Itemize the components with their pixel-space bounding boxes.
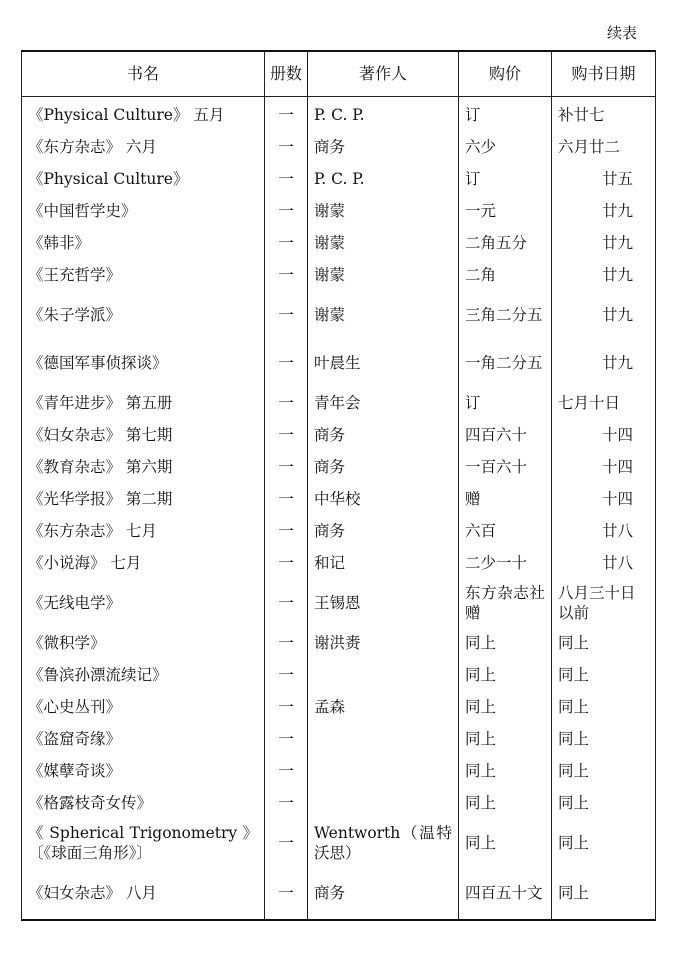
cell-volumes: 一 (265, 227, 308, 259)
cell-date: 廿八 (552, 515, 656, 547)
header-price: 购价 (459, 51, 552, 97)
table-row (22, 339, 656, 387)
cell-price: 六少 (459, 131, 552, 163)
cell-author: 谢洪赉 (308, 627, 459, 659)
table-row (22, 627, 656, 659)
table-row (22, 819, 656, 867)
cell-price: 一角二分五 (459, 339, 552, 387)
cell-date: 同上 (552, 627, 656, 659)
cell-author: 谢蒙 (308, 259, 459, 291)
table-row (22, 547, 656, 579)
cell-date: 同上 (552, 867, 656, 920)
table-row (22, 755, 656, 787)
cell-author: 商务 (308, 515, 459, 547)
header-date: 购书日期 (552, 51, 656, 97)
table-row (22, 195, 656, 227)
cell-title: 《小说海》 七月 (22, 547, 265, 579)
cell-author: 商务 (308, 867, 459, 920)
cell-volumes: 一 (265, 483, 308, 515)
cell-author: 谢蒙 (308, 195, 459, 227)
cell-date: 同上 (552, 755, 656, 787)
cell-price: 同上 (459, 723, 552, 755)
cell-date: 六月廿二 (552, 131, 656, 163)
table-row (22, 515, 656, 547)
table-row (22, 691, 656, 723)
cell-price: 订 (459, 387, 552, 419)
table-row (22, 787, 656, 819)
cell-volumes: 一 (265, 515, 308, 547)
cell-price: 订 (459, 163, 552, 195)
cell-volumes: 一 (265, 131, 308, 163)
header-row (22, 51, 656, 97)
cell-author: 商务 (308, 419, 459, 451)
cell-title: 《格露枝奇女传》 (22, 787, 265, 819)
cell-author: 商务 (308, 131, 459, 163)
cell-price: 二角五分 (459, 227, 552, 259)
cell-price: 二角 (459, 259, 552, 291)
cell-date: 廿九 (552, 259, 656, 291)
cell-volumes: 一 (265, 419, 308, 451)
cell-volumes: 一 (265, 291, 308, 339)
cell-author (308, 659, 459, 691)
header-author: 著作人 (308, 51, 459, 97)
cell-date: 十四 (552, 419, 656, 451)
table-row (22, 291, 656, 339)
cell-title: 《朱子学派》 (22, 291, 265, 339)
cell-volumes: 一 (265, 259, 308, 291)
table-row (22, 867, 656, 920)
table-row (22, 163, 656, 195)
cell-author (308, 755, 459, 787)
cell-price: 二少一十 (459, 547, 552, 579)
cell-date: 十四 (552, 483, 656, 515)
cell-price: 一元 (459, 195, 552, 227)
cell-author: 中华校 (308, 483, 459, 515)
table-row (22, 131, 656, 163)
cell-volumes: 一 (265, 579, 308, 627)
cell-volumes: 一 (265, 547, 308, 579)
cell-title: 《无线电学》 (22, 579, 265, 627)
cell-volumes: 一 (265, 451, 308, 483)
cell-price: 同上 (459, 627, 552, 659)
book-purchase-table (21, 50, 656, 921)
cell-author (308, 723, 459, 755)
cell-author: P. C. P. (308, 163, 459, 195)
cell-title: 《光华学报》 第二期 (22, 483, 265, 515)
cell-title: 《妇女杂志》 第七期 (22, 419, 265, 451)
cell-date: 十四 (552, 451, 656, 483)
header-title: 书名 (22, 51, 265, 97)
cell-price: 四百五十文 (459, 867, 552, 920)
cell-title: 《 Spherical Trigonometry 》〔《球面三角形》〕 (22, 819, 265, 867)
cell-title: 《微积学》 (22, 627, 265, 659)
cell-date: 同上 (552, 819, 656, 867)
cell-author: P. C. P. (308, 97, 459, 132)
table-row (22, 227, 656, 259)
cell-volumes: 一 (265, 787, 308, 819)
table-row (22, 259, 656, 291)
table-row (22, 387, 656, 419)
cell-title: 《王充哲学》 (22, 259, 265, 291)
cell-price: 同上 (459, 659, 552, 691)
cell-title: 《鲁滨孙漂流续记》 (22, 659, 265, 691)
table-row (22, 659, 656, 691)
table-row (22, 723, 656, 755)
cell-author: 谢蒙 (308, 291, 459, 339)
cell-title: 《中国哲学史》 (22, 195, 265, 227)
cell-volumes: 一 (265, 755, 308, 787)
cell-price: 赠 (459, 483, 552, 515)
cell-volumes: 一 (265, 819, 308, 867)
cell-date: 同上 (552, 787, 656, 819)
cell-volumes: 一 (265, 691, 308, 723)
cell-title: 《Physical Culture》 (22, 163, 265, 195)
cell-volumes: 一 (265, 339, 308, 387)
continued-label: 续表 (606, 24, 637, 42)
cell-title: 《韩非》 (22, 227, 265, 259)
cell-author: 青年会 (308, 387, 459, 419)
cell-volumes: 一 (265, 97, 308, 132)
cell-title: 《媒孽奇谈》 (22, 755, 265, 787)
cell-price: 订 (459, 97, 552, 132)
cell-volumes: 一 (265, 723, 308, 755)
cell-volumes: 一 (265, 163, 308, 195)
cell-price: 同上 (459, 787, 552, 819)
cell-author: Wentworth（温特沃思） (308, 819, 459, 867)
cell-price: 六百 (459, 515, 552, 547)
cell-title: 《东方杂志》 七月 (22, 515, 265, 547)
cell-title: 《教育杂志》 第六期 (22, 451, 265, 483)
cell-author: 谢蒙 (308, 227, 459, 259)
table-row (22, 419, 656, 451)
cell-date: 廿八 (552, 547, 656, 579)
cell-author (308, 787, 459, 819)
cell-author: 孟森 (308, 691, 459, 723)
cell-author: 和记 (308, 547, 459, 579)
cell-price: 东方杂志社赠 (459, 579, 552, 627)
cell-title: 《东方杂志》 六月 (22, 131, 265, 163)
cell-price: 一百六十 (459, 451, 552, 483)
cell-price: 同上 (459, 755, 552, 787)
cell-author: 商务 (308, 451, 459, 483)
cell-title: 《德国军事侦探谈》 (22, 339, 265, 387)
cell-author: 王锡恩 (308, 579, 459, 627)
cell-date: 廿九 (552, 227, 656, 259)
cell-author: 叶晨生 (308, 339, 459, 387)
cell-price: 同上 (459, 819, 552, 867)
cell-date: 八月三十日以前 (552, 579, 656, 627)
cell-volumes: 一 (265, 867, 308, 920)
header-volumes: 册数 (265, 51, 308, 97)
cell-title: 《盗窟奇缘》 (22, 723, 265, 755)
cell-date: 补廿七 (552, 97, 656, 132)
cell-date: 同上 (552, 659, 656, 691)
cell-date: 七月十日 (552, 387, 656, 419)
cell-date: 廿九 (552, 291, 656, 339)
cell-title: 《心史丛刊》 (22, 691, 265, 723)
cell-volumes: 一 (265, 195, 308, 227)
cell-volumes: 一 (265, 627, 308, 659)
table-row (22, 451, 656, 483)
cell-title: 《Physical Culture》 五月 (22, 97, 265, 132)
cell-volumes: 一 (265, 387, 308, 419)
cell-date: 同上 (552, 723, 656, 755)
cell-date: 同上 (552, 691, 656, 723)
table-row (22, 97, 656, 132)
cell-price: 同上 (459, 691, 552, 723)
cell-price: 四百六十 (459, 419, 552, 451)
cell-title: 《青年进步》 第五册 (22, 387, 265, 419)
cell-date: 廿九 (552, 339, 656, 387)
table-row (22, 483, 656, 515)
table-row (22, 579, 656, 627)
cell-date: 廿九 (552, 195, 656, 227)
cell-price: 三角二分五 (459, 291, 552, 339)
cell-date: 廿五 (552, 163, 656, 195)
cell-title: 《妇女杂志》 八月 (22, 867, 265, 920)
cell-volumes: 一 (265, 659, 308, 691)
